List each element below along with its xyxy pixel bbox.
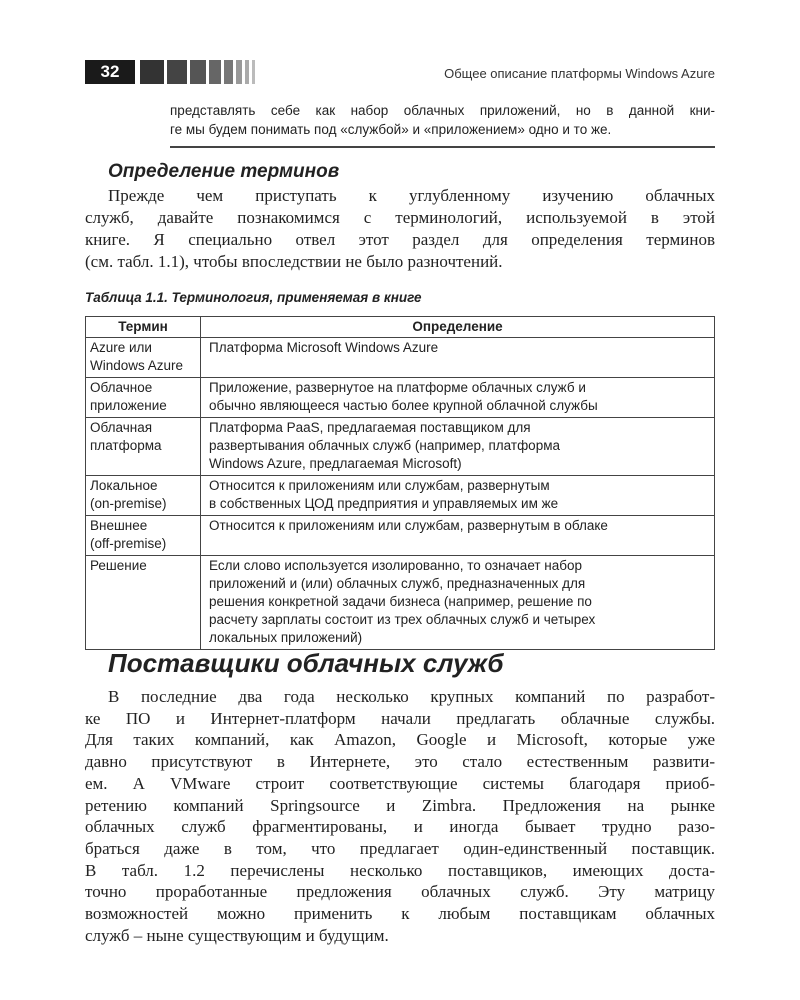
cell-line: Локальное [90,478,158,493]
decorative-bars [140,60,258,84]
cell-line: расчету зарплаты состоит из трех облачных служб и четырех [209,612,596,627]
running-head: Общее описание платформы Windows Azure [444,66,715,81]
table-row [86,338,715,378]
text-line: возможностей можно применить к любым поставщикам облачных [85,904,715,924]
cell-line: Приложение, развернутое на платформе облачных служб и [209,380,586,395]
text-line: ге мы будем понимать под «службой» и «приложением» одно и то же. [170,122,612,137]
cell-line: приложение [90,398,167,413]
definition-cell [201,556,715,650]
definition-cell [201,338,715,378]
text-line: Прежде чем приступать к углубленному изучению облачных [108,186,715,205]
table-row [86,418,715,476]
cell-line: развертывания облачных служб (например, платформа [209,438,560,453]
cell-line: локальных приложений) [209,630,363,645]
cell-line: Решение [90,558,147,573]
text-line: Для таких компаний, как Amazon, Google и Microsoft, которые уже [85,730,715,750]
cell-line: Облачная [90,420,153,435]
cell-line: Платформа Microsoft Windows Azure [209,340,439,355]
page-number: 32 [85,60,135,84]
table-row [86,516,715,556]
page-header [85,60,715,84]
cell-line: Относится к приложениям или службам, развернутым [209,478,550,493]
column-header: Термин [86,317,201,338]
section2-paragraph [85,686,715,946]
cell-line: решения конкретной задачи бизнеса (например, решение по [209,594,592,609]
cell-line: Windows Azure, предлагаемая Microsoft) [209,456,462,471]
text-line: давно присутствуют в Интернете, это стало естественным развити- [85,752,715,772]
term-cell [86,378,201,418]
divider [170,146,715,148]
terminology-table [85,316,715,650]
cell-line: обычно являющееся частью более крупной облачной службы [209,398,598,413]
cell-line: Windows Azure [90,358,184,373]
cell-line: приложений и (или) облачных служб, предназначенных для [209,576,586,591]
text-line: ретению компаний Springsource и Zimbra. Предложения на рынке [85,795,715,815]
term-cell [86,418,201,476]
term-cell [86,556,201,650]
definition-cell [201,516,715,556]
column-header: Определение [201,317,715,338]
cell-line: Внешнее [90,518,148,533]
text-line: служб – ныне существующим и будущим. [85,925,389,945]
section-heading: Определение терминов [108,161,340,182]
term-cell [86,476,201,516]
cell-line: (on-premise) [90,496,167,511]
cell-line: Azure или [90,340,152,355]
cell-line: (off-premise) [90,536,167,551]
cell-line: платформа [90,438,162,453]
cell-line: Платформа PaaS, предлагаемая поставщиком для [209,420,531,435]
section-heading: Поставщики облачных служб [108,648,504,678]
text-line: В табл. 1.2 перечислены несколько поставщиков, имеющих доста- [85,860,715,880]
text-line: браться даже в том, что предлагает один-единственный поставщик. [85,838,715,858]
table-row [86,378,715,418]
intro-text [170,101,715,139]
section1-paragraph [85,185,715,273]
term-cell [86,516,201,556]
cell-line: Если слово используется изолированно, то означает набор [209,558,583,573]
text-line: ке ПО и Интернет-платформ начали предлагать облачные службы. [85,708,715,728]
cell-line: Облачное [90,380,153,395]
text-line: (см. табл. 1.1), чтобы впоследствии не было разночтений. [85,252,503,271]
text-line: точно проработанные предложения облачных служб. Эту матрицу [85,882,715,902]
definition-cell [201,476,715,516]
text-line: ем. А VMware строит соответствующие системы благодаря приоб- [85,773,715,793]
text-line: служб, давайте познакомимся с терминологий, используемой в этой [85,208,715,227]
definition-cell [201,418,715,476]
text-line: представлять себе как набор облачных приложений, но в данной кни- [170,103,715,118]
table-caption: Таблица 1.1. Терминология, применяемая в книге [85,290,422,305]
text-line: облачных служб фрагментированы, и иногда бывает трудно разо- [85,817,715,837]
table-row [86,556,715,650]
cell-line: в собственных ЦОД предприятия и управляемых им же [209,496,559,511]
text-line: книге. Я специально отвел этот раздел для определения терминов [85,230,715,249]
text-line: В последние два года несколько крупных компаний по разработ- [108,687,715,706]
term-cell [86,338,201,378]
definition-cell [201,378,715,418]
table-row [86,476,715,516]
cell-line: Относится к приложениям или службам, развернутым в облаке [209,518,608,533]
